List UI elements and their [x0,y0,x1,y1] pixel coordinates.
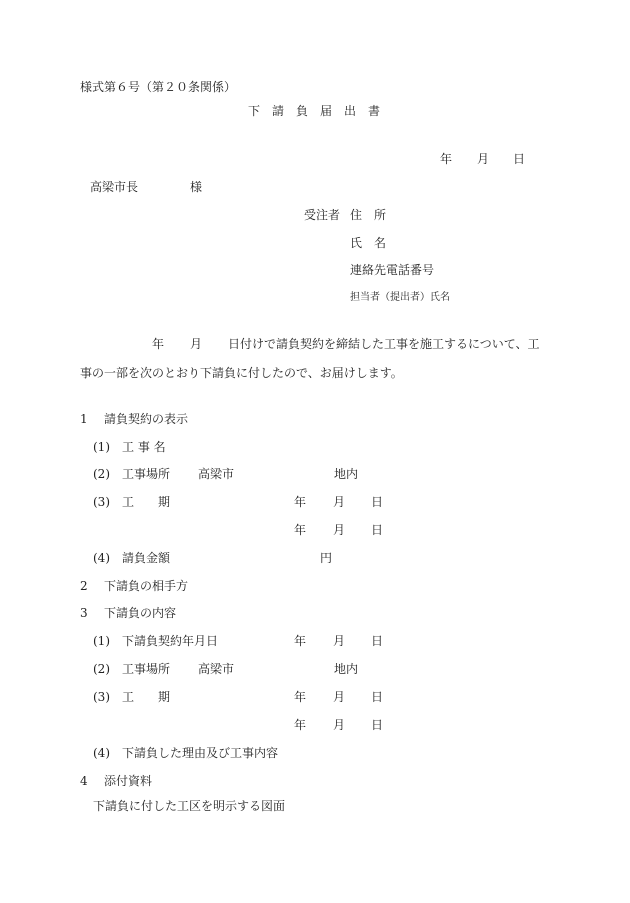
s1-period-start-day: 日 [371,495,384,509]
date-year-label: 年 [440,152,453,166]
section4-heading: 添付資料 [104,774,153,788]
s3-contract-day: 日 [371,634,384,648]
s3-period-label: 工 期 [122,690,171,704]
intro-line1: 日付けで請負契約を締結した工事を施工するについて、工 [228,337,540,351]
date-day-label: 日 [513,152,526,166]
intro-month-label: 月 [190,337,203,351]
section3-heading: 下請負の内容 [104,606,177,620]
s3-contract-date-label: 下請負契約年月日 [122,634,219,648]
section1-heading: 請負契約の表示 [104,412,189,426]
s1-amount-unit: 円 [320,551,333,565]
form-number: 様式第６号（第２０条関係） [80,80,237,94]
s3-period-end-day: 日 [371,718,384,732]
s1-period-end-year: 年 [294,523,307,537]
addressee-name: 高梁市長 [90,180,139,194]
s3-period-start-day: 日 [371,690,384,704]
s1-place-city: 高梁市 [198,467,235,481]
s1-construction-name-label: 工 事 名 [122,440,166,454]
contractor-address-label: 住 所 [350,208,387,222]
s3-item4-number: (4) [93,746,110,760]
s3-item1-number: (1) [93,634,110,648]
section4-body: 下請負に付した工区を明示する図面 [93,799,286,813]
contact-person-label: 担当者（提出者）氏名 [350,292,450,303]
s3-contract-year: 年 [294,634,307,648]
s1-item1-number: (1) [93,440,110,454]
s3-place-suffix: 地内 [334,662,359,676]
s3-reason-label: 下請負した理由及び工事内容 [122,746,279,760]
s3-period-end-year: 年 [294,718,307,732]
section2-heading: 下請負の相手方 [104,579,189,593]
s3-period-end-month: 月 [333,718,346,732]
section2-number: 2 [80,579,88,593]
s1-period-label: 工 期 [122,495,171,509]
s1-period-end-day: 日 [371,523,384,537]
s1-item4-number: (4) [93,551,110,565]
s3-construction-place-label: 工事場所 [122,662,171,676]
section1-number: 1 [80,412,88,426]
contractor-name-label: 氏 名 [350,236,387,250]
addressee-honorific: 様 [190,180,203,194]
s3-contract-month: 月 [333,634,346,648]
section4-number: 4 [80,774,88,788]
intro-year-label: 年 [152,337,165,351]
s3-period-start-month: 月 [333,690,346,704]
s1-period-start-year: 年 [294,495,307,509]
date-month-label: 月 [477,152,490,166]
s1-place-suffix: 地内 [334,467,359,481]
s1-contract-amount-label: 請負金額 [122,551,171,565]
s3-period-start-year: 年 [294,690,307,704]
s3-item2-number: (2) [93,662,110,676]
s1-construction-place-label: 工事場所 [122,467,171,481]
s1-period-start-month: 月 [333,495,346,509]
contractor-phone-label: 連絡先電話番号 [350,263,435,277]
s1-item2-number: (2) [93,467,110,481]
intro-line2: 事の一部を次のとおり下請負に付したので、お届けします。 [80,366,403,380]
s1-period-end-month: 月 [333,523,346,537]
s1-item3-number: (3) [93,495,110,509]
s3-item3-number: (3) [93,690,110,704]
contractor-role-label: 受注者 [304,208,341,222]
section3-number: 3 [80,606,88,620]
s3-place-city: 高梁市 [198,662,235,676]
document-title: 下 請 負 届 出 書 [248,104,381,118]
